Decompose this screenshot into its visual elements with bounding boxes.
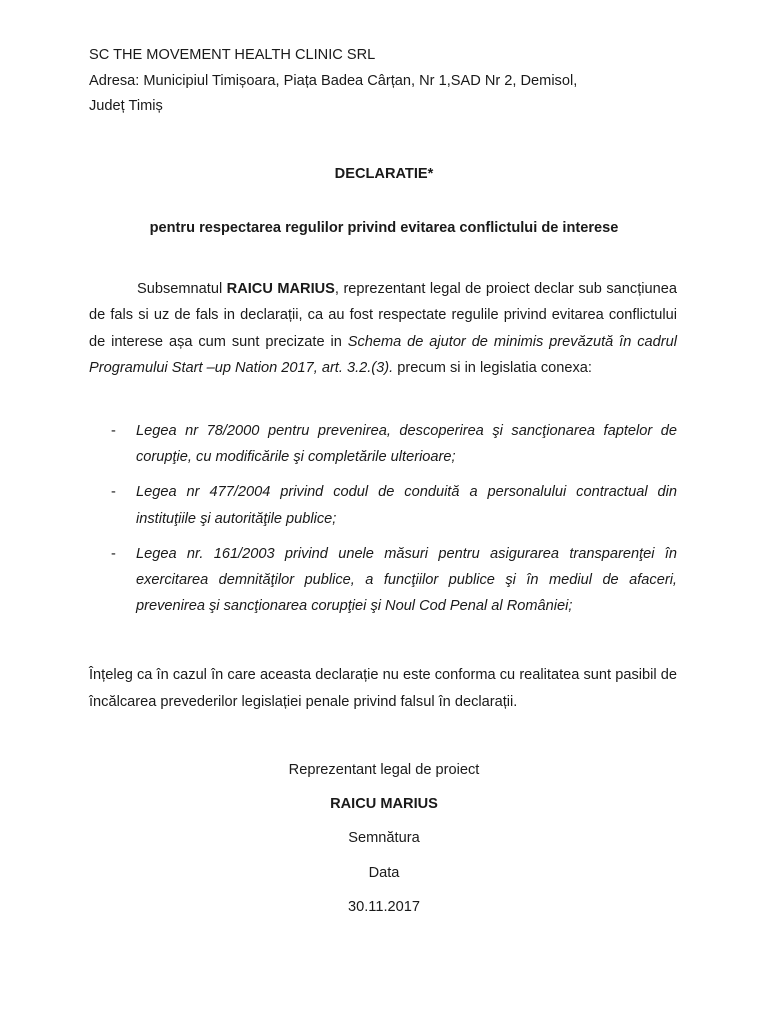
declaration-scheme-reference: Schema de ajutor de minimis prevăzută în cadrul Programului Start –up Nation 2017, art. 3.2.(3).: [89, 333, 677, 377]
law-list: [89, 418, 677, 628]
company-name: SC THE MOVEMENT HEALTH CLINIC SRL: [89, 47, 376, 63]
list-item: [89, 418, 677, 471]
signature-block: [0, 759, 768, 930]
list-dash: -: [111, 484, 116, 501]
company-header: [89, 43, 689, 120]
list-item: [89, 541, 677, 620]
declaration-text-main: , reprezentant legal de proiect declar sub sancțiunea de fals si uz de fals in declarații, ca au fost respectate regulile privind evitarea conflictului de interese așa cum sunt precizate in: [89, 281, 677, 350]
company-address-line1: Adresa: Municipiul Timișoara, Piața Badea Cârțan, Nr 1,SAD Nr 2, Demisol,: [89, 72, 578, 89]
declaration-text-end: precum si in legislatia conexa:: [393, 360, 592, 377]
company-address-line2: Județ Timiș: [89, 98, 163, 114]
date-label: Data: [368, 864, 400, 881]
declarant-name: RAICU MARIUS: [226, 281, 335, 297]
representative-name: RAICU MARIUS: [330, 796, 438, 813]
list-dash: -: [111, 545, 116, 562]
list-item: [89, 479, 677, 532]
law-text: Legea nr. 161/2003 privind unele măsuri pentru asigurarea transparenţei în exercitarea demnităţilor publice, a funcţiilor publice şi în mediul de afaceri, prevenirea şi sancţionarea corupţiei şi Noul Cod Penal al României;: [136, 545, 677, 615]
document-subtitle: pentru respectarea regulilor privind evitarea conflictului de interese: [149, 220, 619, 236]
declaration-paragraph: [89, 276, 677, 382]
signature-label: Semnătura: [348, 830, 420, 847]
list-dash: -: [111, 423, 116, 439]
date-value: 30.11.2017: [348, 898, 420, 915]
declaration-text-intro: Subsemnatul: [137, 281, 227, 297]
closing-paragraph: Înțeleg ca în cazul în care aceasta declarație nu este conforma cu realitatea sunt pasibil de încălcarea prevederilor legislației penale privind falsul în declarații.: [89, 667, 677, 710]
law-text: Legea nr 78/2000 pentru prevenirea, descoperirea şi sancţionarea faptelor de corupţie, cu modificările şi completările ulterioare;: [136, 423, 677, 466]
representative-role: Reprezentant legal de proiect: [288, 762, 480, 778]
document-title: DECLARATIE*: [334, 166, 434, 182]
law-text: Legea nr 477/2004 privind codul de conduită a personalului contractual din instituţiile şi autorităţile publice;: [136, 484, 677, 527]
